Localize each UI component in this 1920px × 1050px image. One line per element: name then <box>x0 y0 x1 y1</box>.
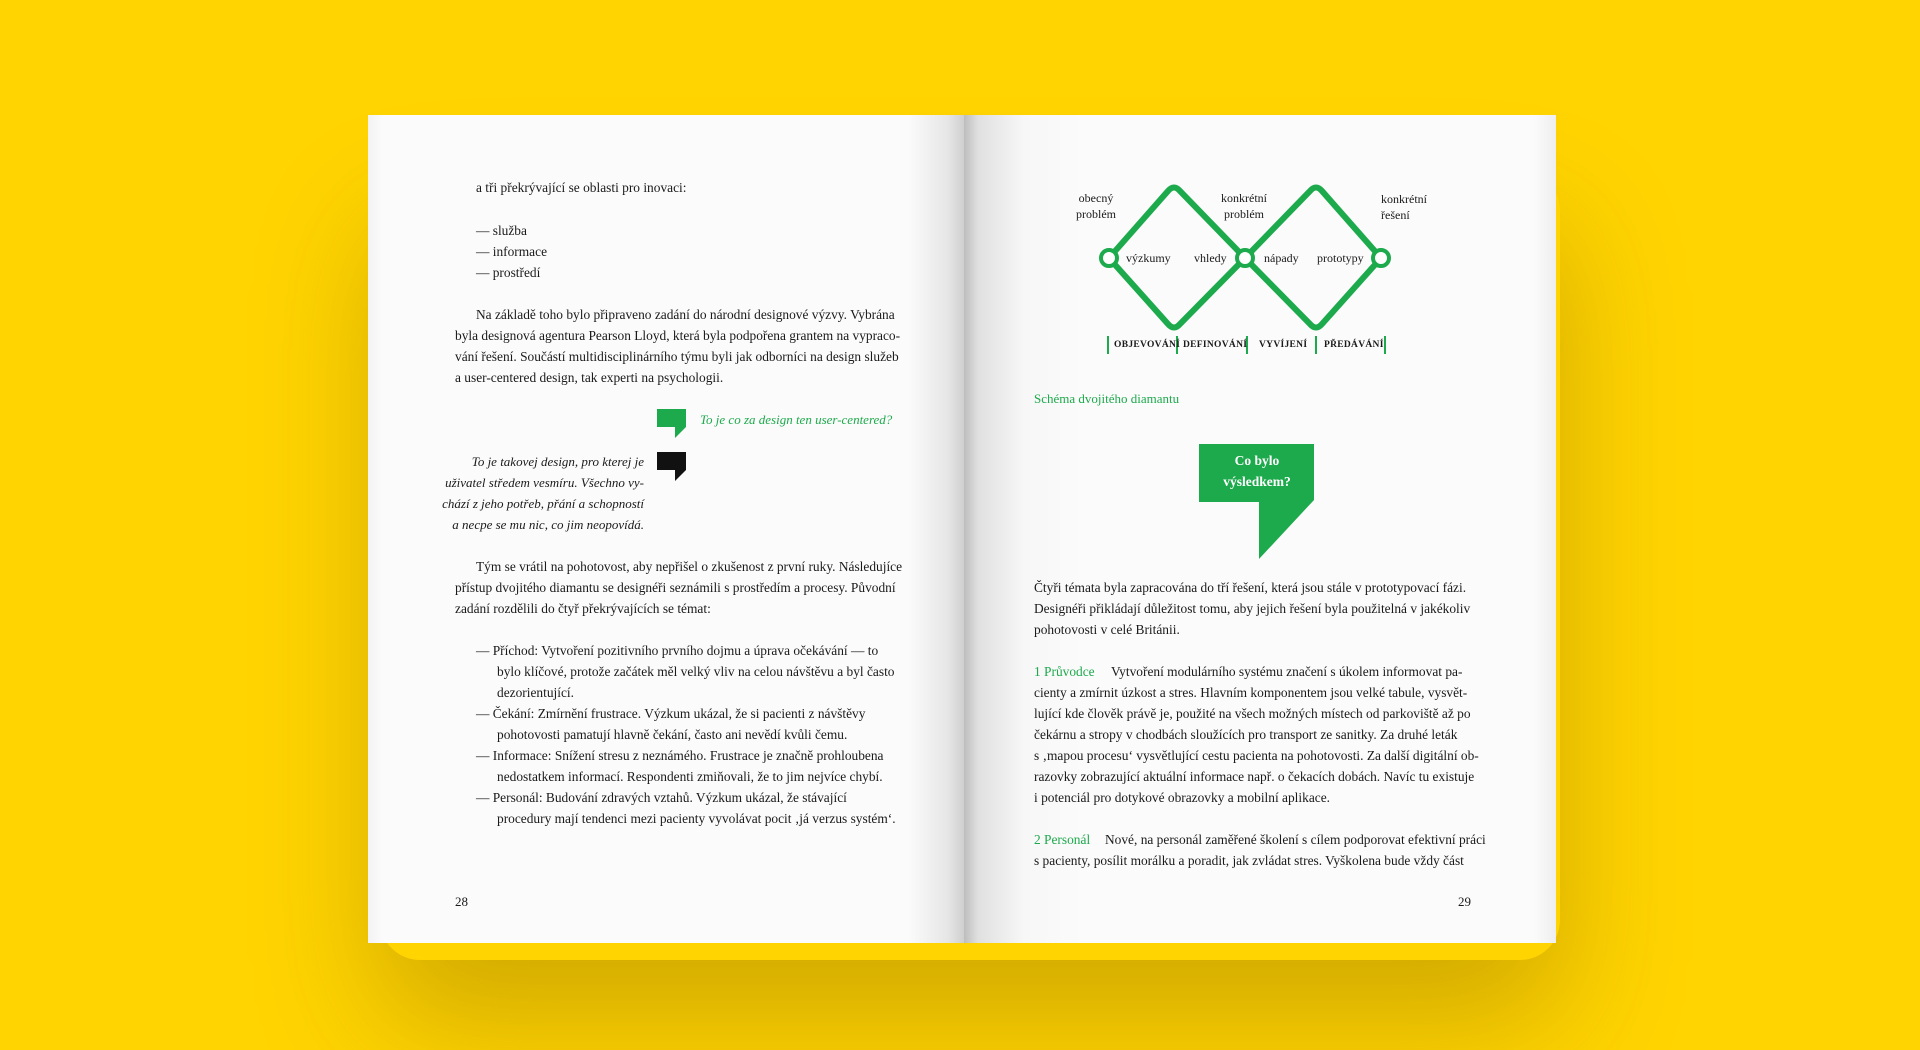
list-item: — Personál: Budování zdravých vztahů. Výzkum ukázal, že stávající <box>476 790 847 805</box>
paragraph-line: s pacienty, posílit morálku a poradit, jak zvládat stres. Vyškolena bude vždy část <box>1034 853 1464 868</box>
paragraph-line: zadání rozdělili do čtyř překrývajících se témat: <box>455 601 711 616</box>
paragraph-line: razovky zobrazující aktuální informace např. o čekacích dobách. Navíc tu existuje <box>1034 769 1475 784</box>
paragraph-line: i potenciál pro dotykové obrazovky a mobilní aplikace. <box>1034 790 1330 805</box>
paragraph-line: a user-centered design, tak experti na psychologii. <box>455 370 724 385</box>
list-item-cont: dezorientující. <box>497 685 574 700</box>
phase-predavani: PŘEDÁVÁNÍ <box>1324 340 1384 350</box>
paragraph-line: lující kde člověk právě je, použité na všech možných místech od parkoviště až po <box>1034 706 1471 721</box>
paragraph-line: Designéři přikládají důležitost tomu, aby jejich řešení byla použitelná v jakékoliv <box>1034 601 1471 616</box>
label-line: konkrétní <box>1221 191 1267 205</box>
question-text: To je co za design ten user-centered? <box>700 412 893 427</box>
section-heading-personal: 2 Personál <box>1034 832 1091 847</box>
answer-line: chází z jeho potřeb, přání a schopností <box>442 496 644 511</box>
list-item-cont: pohotovosti pamatují hlavně čekání, často ani nevědí kvůli čemu. <box>497 727 848 742</box>
label-line: obecný <box>1078 191 1114 205</box>
list-item: — Informace: Snížení stresu z neznámého. Frustrace je značně prohloubena <box>476 748 884 763</box>
label-line: problém <box>1076 207 1116 221</box>
answer-line: To je takovej design, pro kterej je <box>471 454 644 469</box>
diagram-inner-vyzkumy: výzkumy <box>1126 251 1171 265</box>
diagram-label-konkretni-reseni <box>1381 191 1427 223</box>
answer-line: uživatel středem vesmíru. Všechno vy- <box>445 475 644 490</box>
answer-line: a necpe se mu nic, co jim neopovídá. <box>452 517 644 532</box>
diagram-label-konkretni-problem <box>1221 190 1267 222</box>
phase-divider <box>1315 336 1317 354</box>
paragraph-line: Tým se vrátil na pohotovost, aby nepřišel o zkušenost z první ruky. Následujíce <box>476 559 903 574</box>
paragraph-line: Vytvoření modulárního systému značení s úkolem informovat pa- <box>1111 664 1463 679</box>
paragraph-line: pohotovosti v celé Británii. <box>1034 622 1180 637</box>
diagram-inner-vhledy: vhledy <box>1194 251 1227 265</box>
paragraph-line: Čtyři témata byla zapracována do tří řešení, která jsou stále v prototypovací fázi. <box>1034 580 1467 595</box>
diagram-inner-napady: nápady <box>1264 251 1299 265</box>
paragraph-line: přístup dvojitého diamantu se designéři seznámili s prostředím a procesy. Původní <box>455 580 896 595</box>
list-item-cont: nedostatkem informací. Respondenti zmiňovali, že to jim nejvíce chybí. <box>497 769 883 784</box>
intro-text: a tři překrývající se oblasti pro inovaci: <box>476 180 687 195</box>
diagram-caption: Schéma dvojitého diamantu <box>1034 391 1180 406</box>
list-item-cont: procedury mají tendenci mezi pacienty vyvolávat pocit ‚já verzus systém‘. <box>497 811 896 826</box>
bubble-line: výsledkem? <box>1223 474 1291 489</box>
page-number-left: 28 <box>455 894 468 909</box>
bubble-text <box>1199 450 1315 492</box>
paragraph-line: s ‚mapou procesu‘ vysvětlující cestu pacienta na pohotovosti. Za další digitální ob- <box>1034 748 1479 763</box>
phase-definovani: DEFINOVÁNÍ <box>1183 340 1248 350</box>
diagram-label-obecny <box>1076 190 1116 222</box>
bubble-line: Co bylo <box>1234 453 1280 468</box>
green-quote-mark-icon <box>657 409 687 439</box>
list-item-cont: bylo klíčové, protože začátek měl velký vliv na celou návštěvu a byl často <box>497 664 895 679</box>
label-line: problém <box>1224 207 1264 221</box>
label-line: konkrétní <box>1381 192 1427 206</box>
paragraph-line: Nové, na personál zaměřené školení s cílem podporovat efektivní práci <box>1105 832 1486 847</box>
phase-objevovani: OBJEVOVÁNÍ <box>1114 340 1181 350</box>
label-line: řešení <box>1381 208 1410 222</box>
phase-divider <box>1384 336 1386 354</box>
page-number-right: 29 <box>1458 894 1471 909</box>
phase-vyvijeni: VYVÍJENÍ <box>1259 340 1308 350</box>
area-item: — prostředí <box>476 265 541 280</box>
paragraph-line: čekárnu a stropy v chodbách sloužících pro transport ze sanitky. Za druhé leták <box>1034 727 1458 742</box>
black-quote-mark-icon <box>657 452 687 482</box>
phase-divider <box>1107 336 1109 354</box>
paragraph-line: cienty a zmírnit úzkost a stres. Hlavním komponentem jsou velké tabule, vysvět- <box>1034 685 1468 700</box>
diagram-inner-prototypy: prototypy <box>1317 251 1364 265</box>
area-item: — informace <box>476 244 548 259</box>
paragraph-line: Na základě toho bylo připraveno zadání do národní designové výzvy. Vybrána <box>476 307 895 322</box>
area-item: — služba <box>476 223 527 238</box>
paragraph-line: vání řešení. Součástí multidisciplinárního týmu byli jak odborníci na design služeb <box>455 349 899 364</box>
section-heading-pruvodce: 1 Průvodce <box>1034 664 1095 679</box>
list-item: — Příchod: Vytvoření pozitivního prvního dojmu a úprava očekávání — to <box>476 643 879 658</box>
paragraph-line: byla designová agentura Pearson Lloyd, která byla podpořena grantem na vypraco- <box>455 328 901 343</box>
list-item: — Čekání: Zmírnění frustrace. Výzkum ukázal, že si pacienti z návštěvy <box>476 706 866 721</box>
